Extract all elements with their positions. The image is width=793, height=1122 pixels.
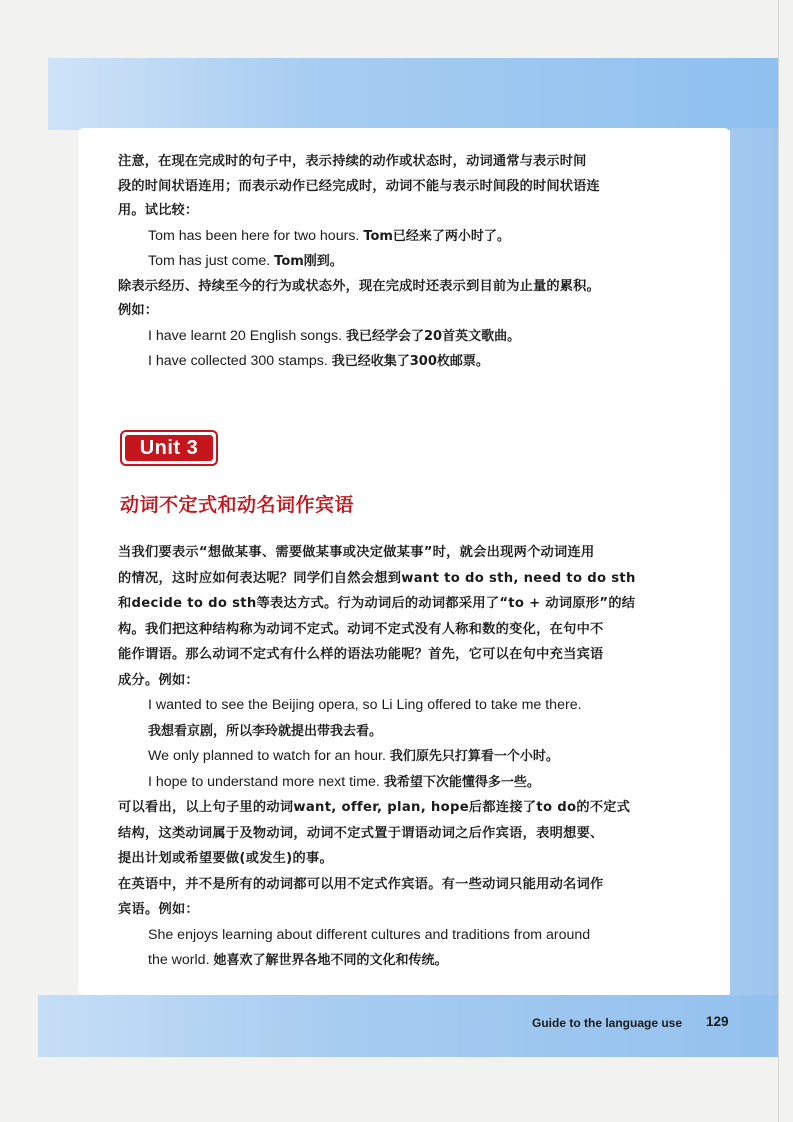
gerund-line: 在英语中，并不是所有的动词都可以用不定式作宾语。有一些动词只能用动名词作 — [118, 876, 604, 892]
example-en: I have learnt 20 English songs. — [148, 327, 343, 344]
gerund-line: 宾语。例如： — [118, 902, 199, 917]
analysis-line: 提出计划或希望要做(或发生)的事。 — [118, 851, 333, 866]
section-title: 动词不定式和动名词作宾语 — [120, 494, 355, 516]
unit-label: Unit 3 — [125, 435, 213, 461]
example-cn: 我已经收集了300枚邮票。 — [331, 354, 489, 369]
note-line: 段的时间状语连用；而表示动作已经完成时，动词不能与表示时间段的时间状语连 — [118, 178, 600, 194]
analysis-line: 可以看出，以上句子里的动词want, offer, plan, hope后都连接了to do的不定式 — [118, 800, 631, 815]
example-cn: 我们原先只打算看一个小时。 — [389, 749, 559, 764]
body-line: 和decide to do sth等表达方式。行为动词后的动词都采用了“to + 动词原形”的结 — [118, 596, 636, 611]
example-cn: 我希望下次能懂得多一些。 — [383, 774, 540, 790]
scan-line — [778, 0, 779, 1122]
example-cn: 我已经学会了20首英文歌曲。 — [345, 328, 521, 344]
example-en: I have collected 300 stamps. — [148, 353, 328, 369]
example-en: We only planned to watch for an hour. — [148, 748, 386, 764]
example-sentence — [118, 923, 708, 949]
example-cn: Tom刚到。 — [274, 254, 343, 269]
example-sentence — [118, 693, 708, 719]
example-sentence — [118, 224, 703, 250]
body-line: 当我们要表示“想做某事、需要做某事或决定做某事”时，就会出现两个动词连用 — [118, 545, 595, 560]
page-edge — [730, 128, 778, 995]
body-line: 成分。例如： — [118, 672, 199, 688]
example-cn: 我想看京剧，所以李玲就提出带我去看。 — [148, 723, 383, 739]
section-body — [118, 540, 708, 974]
example-sentence — [118, 744, 708, 770]
note-line: 注意，在现在完成时的句子中，表示持续的动作或状态时，动词通常与表示时间 — [118, 154, 587, 169]
header-band — [48, 58, 778, 130]
example-cn: 她喜欢了解世界各地不同的文化和传统。 — [213, 953, 448, 968]
example-en: I wanted to see the Beijing opera, so Li Ling offered to take me there. — [148, 697, 582, 713]
example-en: She enjoys learning about different cultures and traditions from around — [148, 926, 591, 943]
example-cn: Tom已经来了两小时了。 — [363, 228, 510, 244]
analysis-line: 结构，这类动词属于及物动词，动词不定式置于谓语动词之后作宾语，表明想要、 — [118, 825, 604, 841]
intro-block — [118, 150, 703, 375]
example-sentence — [118, 324, 703, 350]
example-en: Tom has just come. — [148, 253, 271, 269]
page-number: 129 — [706, 1014, 729, 1029]
note-line: 用。试比较： — [118, 203, 199, 218]
example-sentence — [118, 719, 708, 745]
example-sentence — [118, 948, 708, 974]
example-sentence — [118, 770, 708, 796]
body-line: 构。我们把这种结构称为动词不定式。动词不定式没有人称和数的变化，在句中不 — [118, 621, 604, 637]
example-en: the world. — [148, 952, 210, 968]
book-title: Guide to the language use — [532, 1016, 683, 1030]
unit-badge — [120, 430, 218, 466]
example-sentence — [118, 349, 703, 375]
example-sentence — [118, 249, 703, 275]
example-en: Tom has been here for two hours. — [148, 227, 360, 244]
body-line: 能作谓语。那么动词不定式有什么样的语法功能呢？首先，它可以在句中充当宾语 — [118, 647, 604, 662]
example-en: I hope to understand more next time. — [148, 773, 380, 790]
accumulation-line: 例如： — [118, 303, 159, 318]
accumulation-line: 除表示经历、持续至今的行为或状态外，现在完成时还表示到目前为止量的累积。 — [118, 278, 600, 294]
body-line: 的情况，这时应如何表达呢？同学们自然会想到want to do sth, need to do sth — [118, 570, 636, 586]
